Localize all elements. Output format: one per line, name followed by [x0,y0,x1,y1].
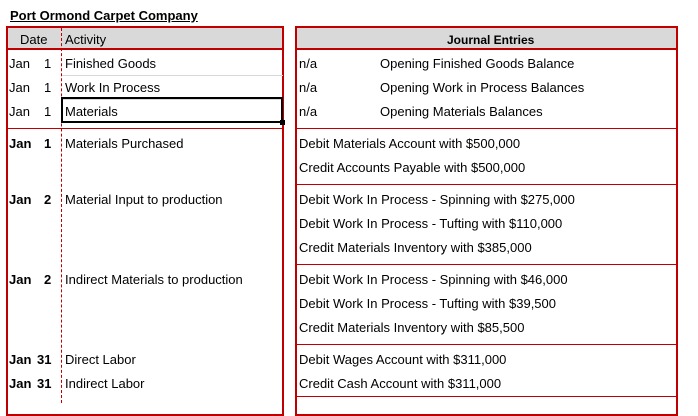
journal-entry[interactable]: Debit Work In Process - Spinning with $46,000 [299,272,568,287]
section-divider-right [297,396,676,397]
row-3-month[interactable]: Jan [9,104,30,119]
section-divider-right [297,344,676,345]
date-column-divider [61,28,62,403]
row-5-activity[interactable]: Material Input to production [65,192,223,207]
row-1-month[interactable]: Jan [9,56,30,71]
row-6-activity[interactable]: Indirect Materials to production [65,272,243,287]
row-4-activity[interactable]: Materials Purchased [65,136,184,151]
activity-header: Activity [65,32,107,47]
row-3-day[interactable]: 1 [44,104,52,119]
row-3-activity[interactable]: Materials [65,104,118,119]
journal-entry[interactable]: Credit Cash Account with $311,000 [299,376,502,391]
cell-gridline [62,75,283,76]
row-5-day[interactable]: 2 [44,192,52,207]
section-divider-right [297,264,676,265]
row-7-month[interactable]: Jan [9,352,32,367]
section-divider-right [297,184,676,185]
row-8-day[interactable]: 31 [37,376,52,391]
row-8-month[interactable]: Jan [9,376,32,391]
fill-handle[interactable] [280,120,285,125]
row-6-month[interactable]: Jan [9,272,32,287]
opening-2-na[interactable]: n/a [299,80,318,95]
company-title: Port Ormond Carpet Company [10,8,198,23]
section-divider-right [297,128,676,129]
row-2-day[interactable]: 1 [44,80,52,95]
row-2-activity[interactable]: Work In Process [65,80,161,95]
row-2-month[interactable]: Jan [9,80,30,95]
row-4-day[interactable]: 1 [44,136,52,151]
row-1-day[interactable]: 1 [44,56,52,71]
row-4-month[interactable]: Jan [9,136,32,151]
date-header: Date [20,32,48,47]
row-1-activity[interactable]: Finished Goods [65,56,157,71]
row-7-day[interactable]: 31 [37,352,52,367]
row-5-month[interactable]: Jan [9,192,32,207]
journal-entry[interactable]: Debit Materials Account with $500,000 [299,136,521,151]
activity-table-header [8,28,282,50]
journal-entry[interactable]: Credit Materials Inventory with $385,000 [299,240,532,255]
row-8-activity[interactable]: Indirect Labor [65,376,145,391]
active-cell-selection[interactable] [61,97,283,123]
opening-1-text[interactable]: Opening Finished Goods Balance [380,56,575,71]
journal-entry[interactable]: Debit Work In Process - Tufting with $39,500 [299,296,556,311]
journal-entry[interactable]: Debit Work In Process - Tufting with $110,000 [299,216,563,231]
journal-entry[interactable]: Credit Accounts Payable with $500,000 [299,160,526,175]
journal-entry[interactable]: Debit Wages Account with $311,000 [299,352,507,367]
opening-2-text[interactable]: Opening Work in Process Balances [380,80,585,95]
opening-1-na[interactable]: n/a [299,56,318,71]
opening-3-na[interactable]: n/a [299,104,318,119]
opening-3-text[interactable]: Opening Materials Balances [380,104,543,119]
row-6-day[interactable]: 2 [44,272,52,287]
journal-entry[interactable]: Credit Materials Inventory with $85,500 [299,320,525,335]
row-7-activity[interactable]: Direct Labor [65,352,136,367]
section-divider-left [8,128,282,129]
journal-header: Journal Entries [447,33,535,47]
journal-entry[interactable]: Debit Work In Process - Spinning with $275,000 [299,192,575,207]
